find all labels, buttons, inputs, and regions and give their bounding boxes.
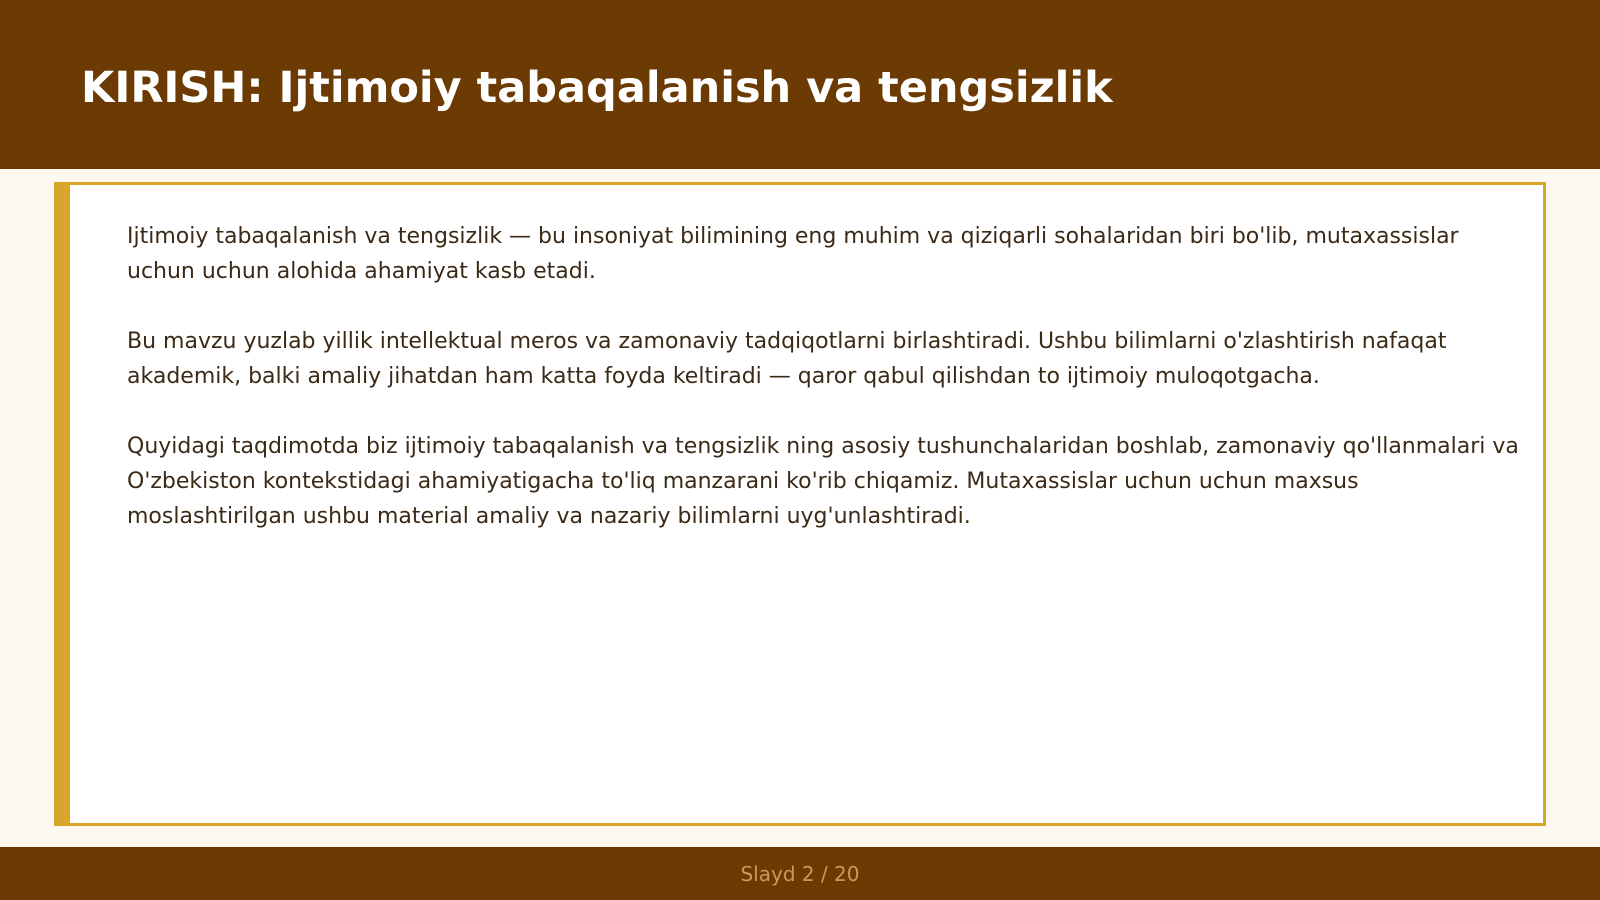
slide-title: KIRISH: Ijtimoiy tabaqalanish va tengsizlik — [81, 63, 1113, 113]
content-body — [127, 219, 1527, 569]
paragraph-overview: Quyidagi taqdimotda biz ijtimoiy tabaqalanish va tengsizlik ning asosiy tushunchalaridan boshlab, zamonaviy qo'llanmalari va O'zbekiston kontekstidagi ahamiyatigacha to'liq manzarani ko'rib chiqamiz. Mutaxassislar uchun uchun maxsus moslashtirilgan ushbu material amaliy va nazariy bilimlarni uyg'unlashtiradi. — [127, 434, 1519, 529]
slide-header — [0, 0, 1600, 169]
paragraph-heritage: Bu mavzu yuzlab yillik intellektual meros va zamonaviy tadqiqotlarni birlashtiradi. Ushbu bilimlarni o'zlashtirish nafaqat akademik, balki amaliy jihatdan ham katta foyda keltiradi — qaror qabul qilishdan to ijtimoiy muloqotgacha. — [127, 329, 1447, 389]
content-card — [54, 182, 1546, 826]
slide-counter: Slayd 2 / 20 — [740, 862, 860, 886]
slide-footer — [0, 847, 1600, 900]
paragraph-intro: Ijtimoiy tabaqalanish va tengsizlik — bu insoniyat bilimining eng muhim va qiziqarli sohalaridan biri bo'lib, mutaxassislar uchun uchun alohida ahamiyat kasb etadi. — [127, 224, 1459, 284]
